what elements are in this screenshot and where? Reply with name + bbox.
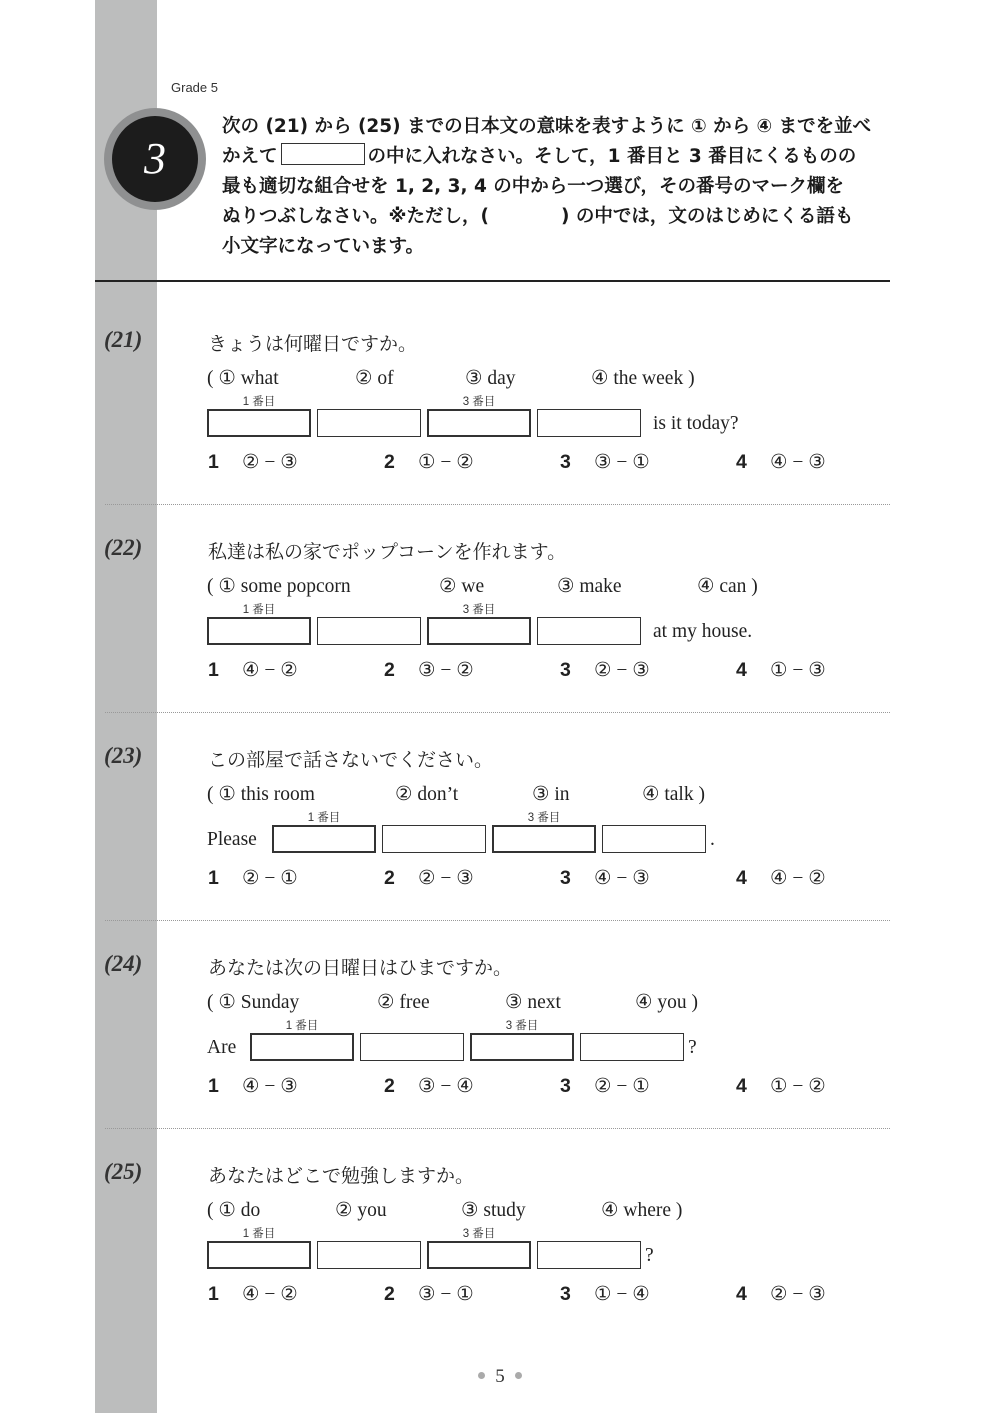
word-option: ② don’t	[395, 784, 459, 805]
answer-blank-1[interactable]	[250, 1033, 354, 1061]
instruction-text: 最も適切な組合せを 1, 2, 3, 4 の中から一つ選び，その番号のマーク欄を	[222, 176, 845, 197]
choice-number: 2	[384, 867, 395, 889]
answer-choice-4[interactable]	[736, 866, 826, 890]
choice-text: ② − ③	[770, 1284, 826, 1305]
sentence-suffix: is it today?	[653, 413, 739, 434]
instruction-line-4	[222, 202, 902, 232]
choice-number: 4	[736, 1283, 747, 1305]
word-option: ④ the week )	[591, 368, 695, 389]
question-japanese: この部屋で話さないでください。	[208, 749, 494, 771]
question-divider	[105, 1128, 890, 1129]
question-divider	[105, 920, 890, 921]
answer-blank-3[interactable]	[427, 409, 531, 437]
page-footer	[0, 1366, 1000, 1388]
choice-text: ② − ①	[594, 1076, 650, 1097]
question-divider	[105, 712, 890, 713]
answer-choice-3[interactable]	[560, 658, 650, 682]
third-position-label: 3 番目	[462, 396, 496, 408]
third-position-label: 3 番目	[505, 1020, 539, 1032]
choice-number: 3	[560, 1075, 571, 1097]
question-number: (22)	[104, 535, 143, 560]
question-number: (24)	[104, 951, 143, 976]
answer-choice-2[interactable]	[384, 1074, 474, 1098]
answer-choice-2[interactable]	[384, 1282, 474, 1306]
answer-choice-2[interactable]	[384, 866, 474, 890]
first-position-label: 1 番目	[285, 1020, 319, 1032]
choice-number: 3	[560, 1283, 571, 1305]
choice-text: ④ − ②	[770, 868, 826, 889]
question-japanese: あなたはどこで勉強しますか。	[208, 1165, 475, 1187]
answer-blank-4[interactable]	[537, 1241, 641, 1269]
answer-choice-4[interactable]	[736, 1282, 826, 1306]
third-position-label: 3 番目	[527, 812, 561, 824]
answer-choice-1[interactable]	[208, 450, 298, 474]
choice-number: 4	[736, 867, 747, 889]
word-option: ② you	[335, 1200, 387, 1221]
instruction-text: ぬりつぶしなさい。※ただし，(	[222, 206, 489, 227]
instruction-line-5	[222, 232, 902, 262]
choice-text: ② − ③	[242, 452, 298, 473]
word-option: ( ① do	[207, 1200, 261, 1221]
answer-blank-4[interactable]	[580, 1033, 684, 1061]
header-rule	[95, 280, 890, 282]
word-option: ② we	[439, 576, 485, 597]
instructions	[222, 112, 902, 262]
choice-number: 2	[384, 659, 395, 681]
instruction-text: 次の (21) から (25) までの日本文の意味を表すように ① から ④ までを並べ	[222, 116, 872, 137]
choice-number: 3	[560, 659, 571, 681]
answer-blank-3[interactable]	[470, 1033, 574, 1061]
choice-text: ② − ③	[418, 868, 474, 889]
answer-blank-4[interactable]	[537, 617, 641, 645]
answer-blank-1[interactable]	[207, 1241, 311, 1269]
answer-blank-1[interactable]	[207, 409, 311, 437]
answer-blank-2[interactable]	[360, 1033, 464, 1061]
section-number: 3	[112, 116, 198, 202]
word-option: ④ where )	[601, 1200, 683, 1221]
sentence-prefix: Are	[207, 1037, 237, 1058]
choice-text: ① − ④	[594, 1284, 650, 1305]
word-option: ③ make	[557, 576, 622, 597]
choice-text: ③ − ①	[594, 452, 650, 473]
choice-number: 3	[560, 867, 571, 889]
word-option: ③ day	[465, 368, 516, 389]
answer-blank-2[interactable]	[382, 825, 486, 853]
choice-text: ④ − ②	[242, 660, 298, 681]
answer-choice-1[interactable]	[208, 658, 298, 682]
choice-number: 1	[208, 1283, 219, 1305]
choice-text: ① − ②	[418, 452, 474, 473]
choice-number: 1	[208, 1075, 219, 1097]
answer-choice-4[interactable]	[736, 1074, 826, 1098]
answer-blank-2[interactable]	[317, 409, 421, 437]
sentence-suffix: ?	[645, 1245, 654, 1266]
first-position-label: 1 番目	[307, 812, 341, 824]
example-answer-box	[281, 143, 365, 165]
footer-dot	[478, 1372, 485, 1379]
choice-number: 3	[560, 451, 571, 473]
instruction-text: ) の中では，文のはじめにくる語も	[560, 206, 854, 227]
word-option: ③ next	[505, 992, 561, 1013]
answer-choice-3[interactable]	[560, 450, 650, 474]
answer-choice-4[interactable]	[736, 658, 826, 682]
choice-text: ② − ③	[594, 660, 650, 681]
third-position-label: 3 番目	[462, 1228, 496, 1240]
sentence-prefix: Please	[207, 829, 257, 850]
answer-blank-4[interactable]	[602, 825, 706, 853]
choice-text: ④ − ③	[770, 452, 826, 473]
choice-text: ④ − ③	[594, 868, 650, 889]
choice-number: 2	[384, 451, 395, 473]
instruction-line-1	[222, 112, 902, 142]
answer-choice-3[interactable]	[560, 1074, 650, 1098]
answer-blank-3[interactable]	[427, 1241, 531, 1269]
choice-text: ④ − ③	[242, 1076, 298, 1097]
question-divider	[105, 504, 890, 505]
answer-blank-2[interactable]	[317, 1241, 421, 1269]
word-option: ③ in	[532, 784, 570, 805]
word-option: ④ can )	[697, 576, 758, 597]
word-option: ( ① some popcorn	[207, 576, 351, 597]
sentence-suffix: .	[710, 829, 715, 850]
question-number: (21)	[104, 327, 143, 352]
answer-choice-3[interactable]	[560, 1282, 650, 1306]
choice-number: 4	[736, 451, 747, 473]
answer-blank-3[interactable]	[427, 617, 531, 645]
answer-blank-1[interactable]	[207, 617, 311, 645]
choice-number: 4	[736, 1075, 747, 1097]
choice-number: 1	[208, 659, 219, 681]
answer-blank-3[interactable]	[492, 825, 596, 853]
choice-text: ① − ②	[770, 1076, 826, 1097]
sentence-suffix: at my house.	[653, 621, 753, 642]
choice-number: 1	[208, 451, 219, 473]
first-position-label: 1 番目	[242, 396, 276, 408]
grade-label: Grade 5	[171, 80, 218, 95]
choice-number: 4	[736, 659, 747, 681]
word-option: ④ talk )	[642, 784, 705, 805]
question-japanese: きょうは何曜日ですか。	[208, 333, 418, 355]
answer-blank-1[interactable]	[272, 825, 376, 853]
question-japanese: 私達は私の家でポップコーンを作れます。	[208, 541, 567, 563]
third-position-label: 3 番目	[462, 604, 496, 616]
answer-choice-1[interactable]	[208, 1282, 298, 1306]
choice-text: ④ − ②	[242, 1284, 298, 1305]
answer-choice-2[interactable]	[384, 450, 474, 474]
choice-number: 2	[384, 1283, 395, 1305]
instruction-line-3	[222, 172, 902, 202]
answer-choice-1[interactable]	[208, 866, 298, 890]
word-option: ④ you )	[635, 992, 698, 1013]
word-option: ③ study	[461, 1200, 526, 1221]
answer-choice-2[interactable]	[384, 658, 474, 682]
answer-blank-2[interactable]	[317, 617, 421, 645]
choice-number: 1	[208, 867, 219, 889]
sentence-suffix: ?	[688, 1037, 697, 1058]
instruction-text: かえて	[222, 146, 278, 167]
choice-text: ③ − ②	[418, 660, 474, 681]
footer-dot	[515, 1372, 522, 1379]
word-option: ② free	[377, 992, 430, 1013]
choice-text: ① − ③	[770, 660, 826, 681]
answer-blank-4[interactable]	[537, 409, 641, 437]
instruction-line-2	[222, 142, 902, 172]
word-option: ( ① Sunday	[207, 992, 300, 1013]
side-band	[95, 0, 157, 1413]
word-option: ( ① this room	[207, 784, 315, 805]
question-japanese: あなたは次の日曜日はひまですか。	[208, 957, 513, 979]
instruction-text: 小文字になっています。	[222, 236, 425, 257]
instruction-text: の中に入れなさい。そして，1 番目と 3 番目にくるものの	[367, 146, 857, 167]
word-option: ( ① what	[207, 368, 279, 389]
first-position-label: 1 番目	[242, 1228, 276, 1240]
question-number: (25)	[104, 1159, 143, 1184]
answer-choice-4[interactable]	[736, 450, 826, 474]
choice-number: 2	[384, 1075, 395, 1097]
choice-text: ② − ①	[242, 868, 298, 889]
choice-text: ③ − ①	[418, 1284, 474, 1305]
choice-text: ③ − ④	[418, 1076, 474, 1097]
page-number: 5	[495, 1366, 505, 1387]
word-option: ② of	[355, 368, 394, 389]
answer-choice-1[interactable]	[208, 1074, 298, 1098]
answer-choice-3[interactable]	[560, 866, 650, 890]
question-number: (23)	[104, 743, 143, 768]
first-position-label: 1 番目	[242, 604, 276, 616]
